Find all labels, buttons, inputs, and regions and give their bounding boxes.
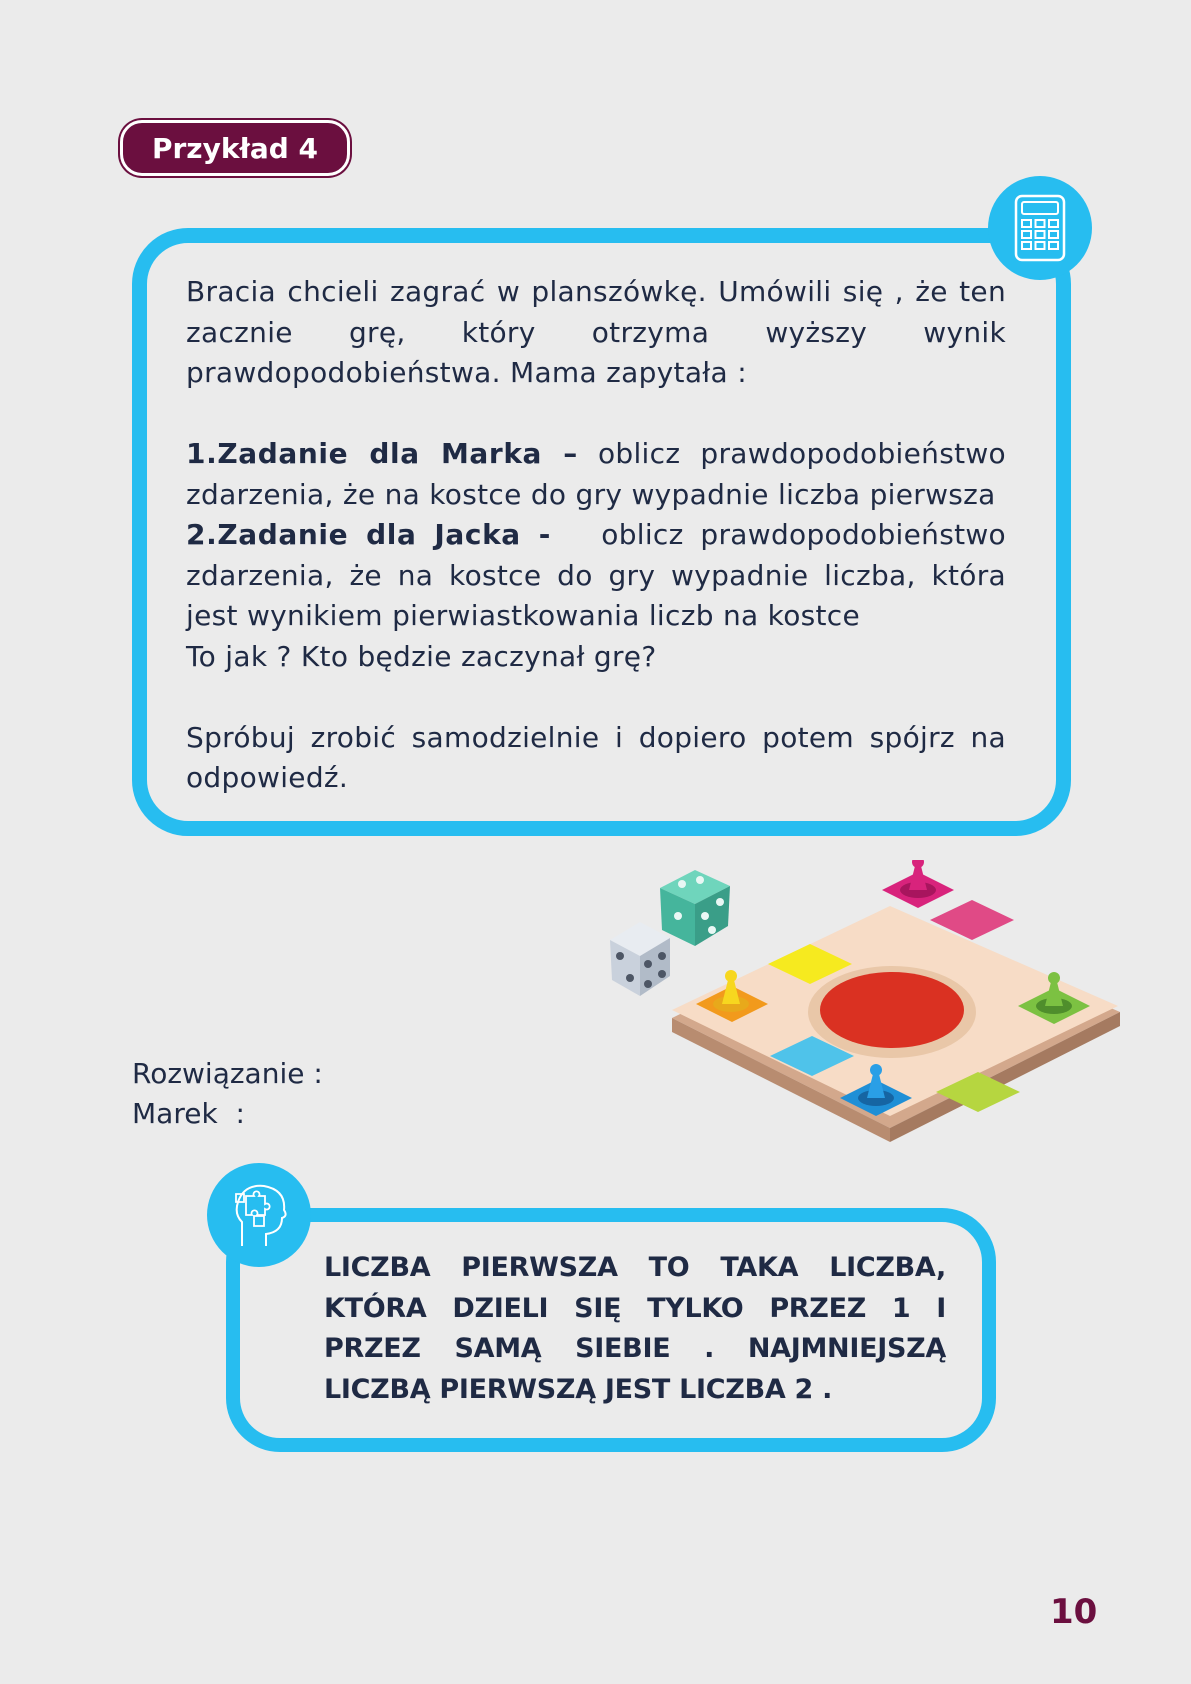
calculator-icon [988, 176, 1092, 280]
task-1 [186, 434, 1006, 515]
example-badge [120, 120, 350, 176]
task-text [186, 272, 1016, 799]
task-1-label: 1.Zadanie dla Marka – [186, 437, 578, 470]
dice-teal [660, 870, 730, 946]
solution-section [132, 1054, 323, 1134]
question: To jak ? Kto będzie zaczynał grę? [186, 639, 657, 673]
try-paragraph: Spróbuj zrobić samodzielnie i dopiero potem spójrz na odpowiedź. [186, 720, 1006, 794]
tip-text: LICZBA PIERWSZA TO TAKA LICZBA, KTÓRA DZIELI SIĘ TYLKO PRZEZ 1 I PRZEZ SAMĄ SIEBIE . NAJMNIEJSZĄ LICZBĄ PIERWSZĄ JEST LICZBA 2 . [324, 1252, 946, 1405]
task-2-text: oblicz prawdopodobieństwo zdarzenia, że na kostce do gry wypadnie liczba, która jest wynikiem pierwiastkowania liczb na kostce [186, 518, 1016, 632]
task-2-label: 2.Zadanie dla Jacka - [186, 518, 551, 551]
task-1-text: oblicz prawdopodobieństwo zdarzenia, że na kostce do gry wypadnie liczba pierwsza [186, 437, 1006, 511]
brain-puzzle-icon [207, 1163, 311, 1267]
intro-paragraph: Bracia chcieli zagrać w planszówkę. Umówili się , że ten zacznie grę, który otrzyma wyższy wynik prawdopodobieństwa. Mama zapytała : [186, 275, 1006, 389]
task-2 [186, 515, 1016, 637]
board-game-illustration [600, 860, 1140, 1160]
solution-label: Rozwiązanie : [132, 1057, 323, 1090]
dice-grey [610, 922, 670, 996]
page-number: 10 [1050, 1592, 1098, 1632]
solution-marek: Marek : [132, 1097, 245, 1130]
example-badge-label: Przykład 4 [151, 131, 319, 165]
